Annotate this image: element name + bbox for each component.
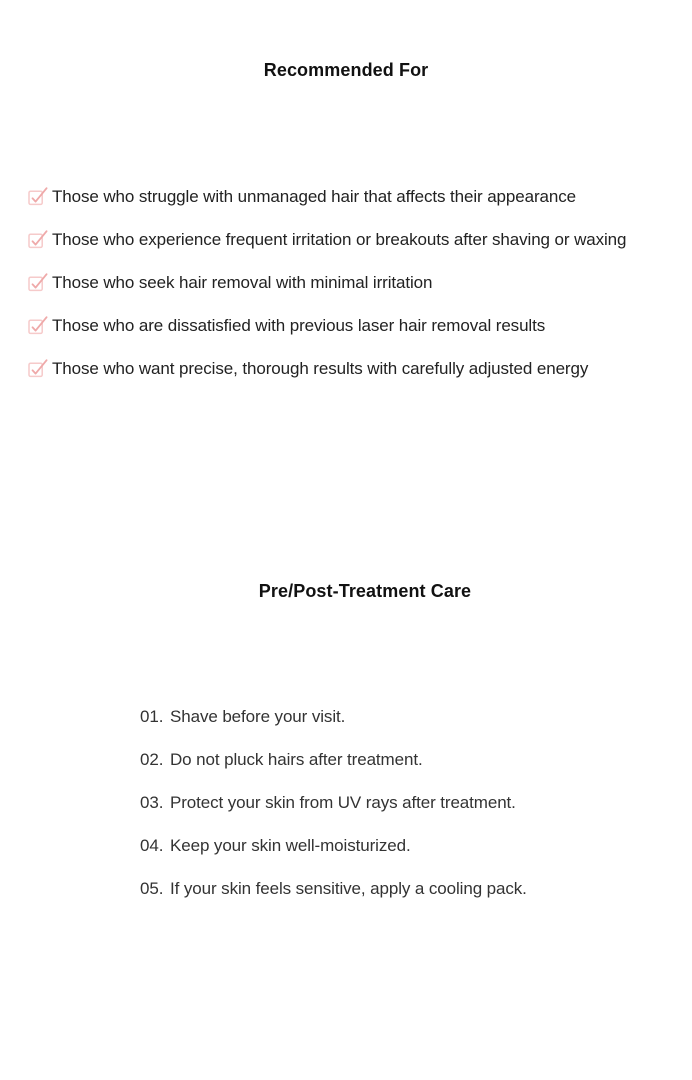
care-item-text: Shave before your visit.	[170, 706, 346, 726]
care-item-number: 03.	[140, 792, 164, 812]
list-item-text: Those who are dissatisfied with previous laser hair removal results	[52, 315, 546, 335]
care-list-item	[140, 867, 527, 910]
care-item-number: 01.	[140, 706, 164, 726]
checkbox-check-icon	[28, 315, 48, 335]
checkbox-check-icon	[28, 272, 48, 292]
list-item-text: Those who seek hair removal with minimal irritation	[52, 272, 433, 292]
list-item-text: Those who want precise, thorough results with carefully adjusted energy	[52, 358, 589, 378]
care-list-item	[140, 695, 527, 738]
recommended-section-title: Recommended For	[263, 60, 429, 80]
recommended-list	[28, 175, 626, 390]
care-item-text: Do not pluck hairs after treatment.	[170, 749, 423, 769]
checkbox-check-icon	[28, 186, 48, 206]
care-item-text: Protect your skin from UV rays after treatment.	[170, 792, 516, 812]
care-list-item	[140, 824, 527, 867]
care-list-item	[140, 738, 527, 781]
care-item-text: If your skin feels sensitive, apply a cooling pack.	[170, 878, 527, 898]
care-item-text: Keep your skin well-moisturized.	[170, 835, 411, 855]
checkbox-check-icon	[28, 229, 48, 249]
list-item	[28, 218, 626, 261]
list-item	[28, 175, 626, 218]
list-item	[28, 304, 626, 347]
care-list	[140, 695, 527, 910]
list-item-text: Those who experience frequent irritation or breakouts after shaving or waxing	[52, 229, 627, 249]
list-item	[28, 261, 626, 304]
care-list-item	[140, 781, 527, 824]
checkbox-check-icon	[28, 358, 48, 378]
care-item-number: 04.	[140, 835, 164, 855]
list-item	[28, 347, 626, 390]
care-section-title: Pre/Post-Treatment Care	[258, 581, 472, 601]
care-item-number: 05.	[140, 878, 164, 898]
care-item-number: 02.	[140, 749, 164, 769]
list-item-text: Those who struggle with unmanaged hair that affects their appearance	[52, 186, 576, 206]
